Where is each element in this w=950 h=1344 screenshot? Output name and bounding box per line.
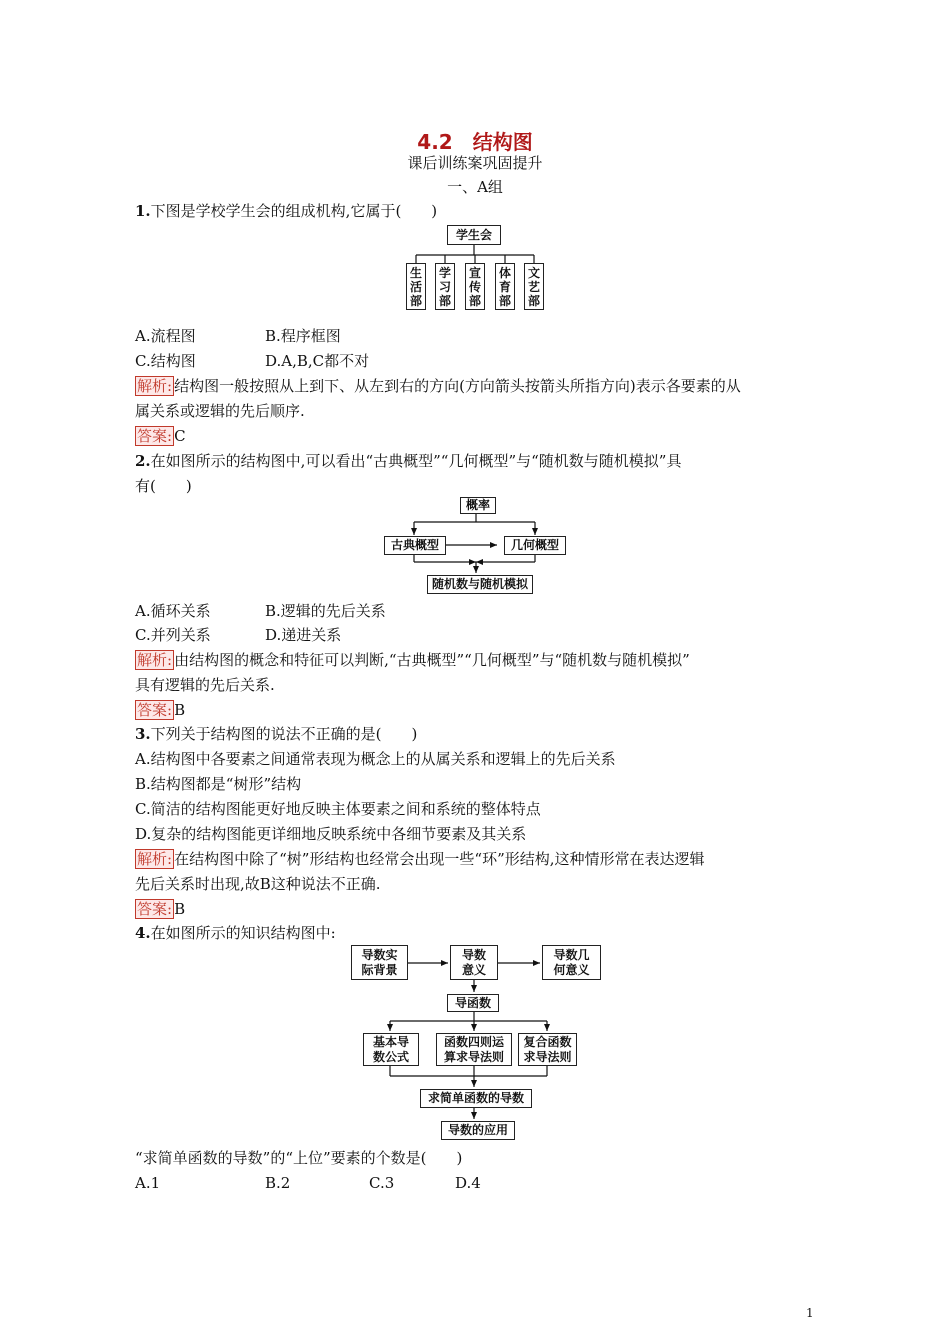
question-2 xyxy=(135,451,681,471)
options-row-2 xyxy=(135,351,369,371)
option-b: B.2 xyxy=(265,1174,291,1192)
option-a: A.流程图 xyxy=(135,327,196,345)
diagram-node-3: 导数几何意义 xyxy=(542,945,601,980)
diagram-node-1: 生活部 xyxy=(406,263,426,310)
diagram-node-5: 基本导数公式 xyxy=(363,1033,419,1066)
diagram-node-4: 导函数 xyxy=(447,994,499,1012)
option-c: C.结构图 xyxy=(135,352,196,370)
question-number: 3. xyxy=(135,725,151,743)
question-stem: 在如图所示的结构图中,可以看出“古典概型”“几何概型”与“随机数与随机模拟”具 xyxy=(150,452,682,470)
options-row-1 xyxy=(135,326,341,346)
page-subtitle: 课后训练案巩固提升 xyxy=(407,154,543,172)
question-1 xyxy=(135,201,437,221)
answer-tag: 答案: xyxy=(137,427,173,445)
analysis-line-1 xyxy=(135,650,690,670)
diagram-node-2: 导数意义 xyxy=(450,945,498,980)
option-b: B.逻辑的先后关系 xyxy=(265,602,386,620)
question-4-prompt: “求简单函数的导数”的“上位”要素的个数是( ) xyxy=(135,1149,463,1167)
section-heading: 一、A组 xyxy=(447,178,503,196)
diagram-node-1: 导数实际背景 xyxy=(351,945,408,980)
diagram-node-bottom: 随机数与随机模拟 xyxy=(427,575,533,594)
option-a: A.结构图中各要素之间通常表现为概念上的从属关系和逻辑上的先后关系 xyxy=(135,750,616,768)
analysis-line-2: 具有逻辑的先后关系. xyxy=(135,676,275,694)
question-stem: 在如图所示的知识结构图中: xyxy=(150,924,336,942)
question-4 xyxy=(135,923,336,943)
option-d: D.递进关系 xyxy=(265,626,342,644)
analysis-text: 由结构图的概念和特征可以判断,“古典概型”“几何概型”与“随机数与随机模拟” xyxy=(174,651,690,669)
page-number: 1 xyxy=(806,1306,814,1320)
analysis-text: 结构图一般按照从上到下、从左到右的方向(方向箭头按箭头所指方向)表示各要素的从 xyxy=(174,377,741,395)
options-row-2 xyxy=(135,625,341,645)
analysis-line-1 xyxy=(135,376,741,396)
diagram-node-5: 文艺部 xyxy=(524,263,544,310)
diagram-node-root: 学生会 xyxy=(447,225,501,245)
question-number: 4. xyxy=(135,924,151,942)
answer-tag: 答案: xyxy=(137,900,173,918)
question-number: 1. xyxy=(135,202,151,220)
diagram-node-4: 体育部 xyxy=(495,263,515,310)
answer-value: B xyxy=(174,900,186,918)
analysis-line-1 xyxy=(135,849,705,869)
diagram-node-right: 几何概型 xyxy=(504,536,566,555)
question-stem: 下列关于结构图的说法不正确的是( ) xyxy=(150,725,418,743)
option-d: D.4 xyxy=(455,1174,481,1192)
diagram-node-3: 宣传部 xyxy=(465,263,485,310)
diagram-node-7: 复合函数求导法则 xyxy=(518,1033,577,1066)
answer-line xyxy=(135,899,185,919)
diagram-node-8: 求简单函数的导数 xyxy=(420,1089,532,1108)
answer-value: B xyxy=(174,701,186,719)
option-c: C.简洁的结构图能更好地反映主体要素之间和系统的整体特点 xyxy=(135,800,541,818)
answer-tag: 答案: xyxy=(137,701,173,719)
page-title: 4.2 结构图 xyxy=(417,130,533,154)
options-row-1 xyxy=(135,601,386,621)
answer-value: C xyxy=(174,427,186,445)
diagram-node-6: 函数四则运算求导法则 xyxy=(436,1033,512,1066)
diagram-node-2: 学习部 xyxy=(435,263,455,310)
question-number: 2. xyxy=(135,452,151,470)
option-a: A.循环关系 xyxy=(135,602,211,620)
answer-line xyxy=(135,426,186,446)
options-row xyxy=(135,1173,481,1193)
analysis-tag: 解析: xyxy=(137,850,173,868)
analysis-tag: 解析: xyxy=(137,651,173,669)
question-3 xyxy=(135,724,417,744)
diagram-node-left: 古典概型 xyxy=(384,536,446,555)
analysis-line-2: 先后关系时出现,故B这种说法不正确. xyxy=(135,875,381,893)
diagram-node-top: 概率 xyxy=(460,497,496,514)
analysis-tag: 解析: xyxy=(137,377,173,395)
option-c: C.并列关系 xyxy=(135,626,211,644)
answer-line xyxy=(135,700,185,720)
option-d: D.A,B,C都不对 xyxy=(265,352,370,370)
option-c: C.3 xyxy=(369,1174,395,1192)
option-a: A.1 xyxy=(135,1174,161,1192)
diagram-node-9: 导数的应用 xyxy=(441,1121,515,1140)
question-stem: 下图是学校学生会的组成机构,它属于( ) xyxy=(150,202,438,220)
option-d: D.复杂的结构图能更详细地反映系统中各细节要素及其关系 xyxy=(135,825,527,843)
question-stem-cont: 有( ) xyxy=(135,477,192,495)
option-b: B.结构图都是“树形”结构 xyxy=(135,775,302,793)
analysis-line-2: 属关系或逻辑的先后顺序. xyxy=(135,402,305,420)
option-b: B.程序框图 xyxy=(265,327,341,345)
analysis-text: 在结构图中除了“树”形结构也经常会出现一些“环”形结构,这种情形常在表达逻辑 xyxy=(174,850,705,868)
